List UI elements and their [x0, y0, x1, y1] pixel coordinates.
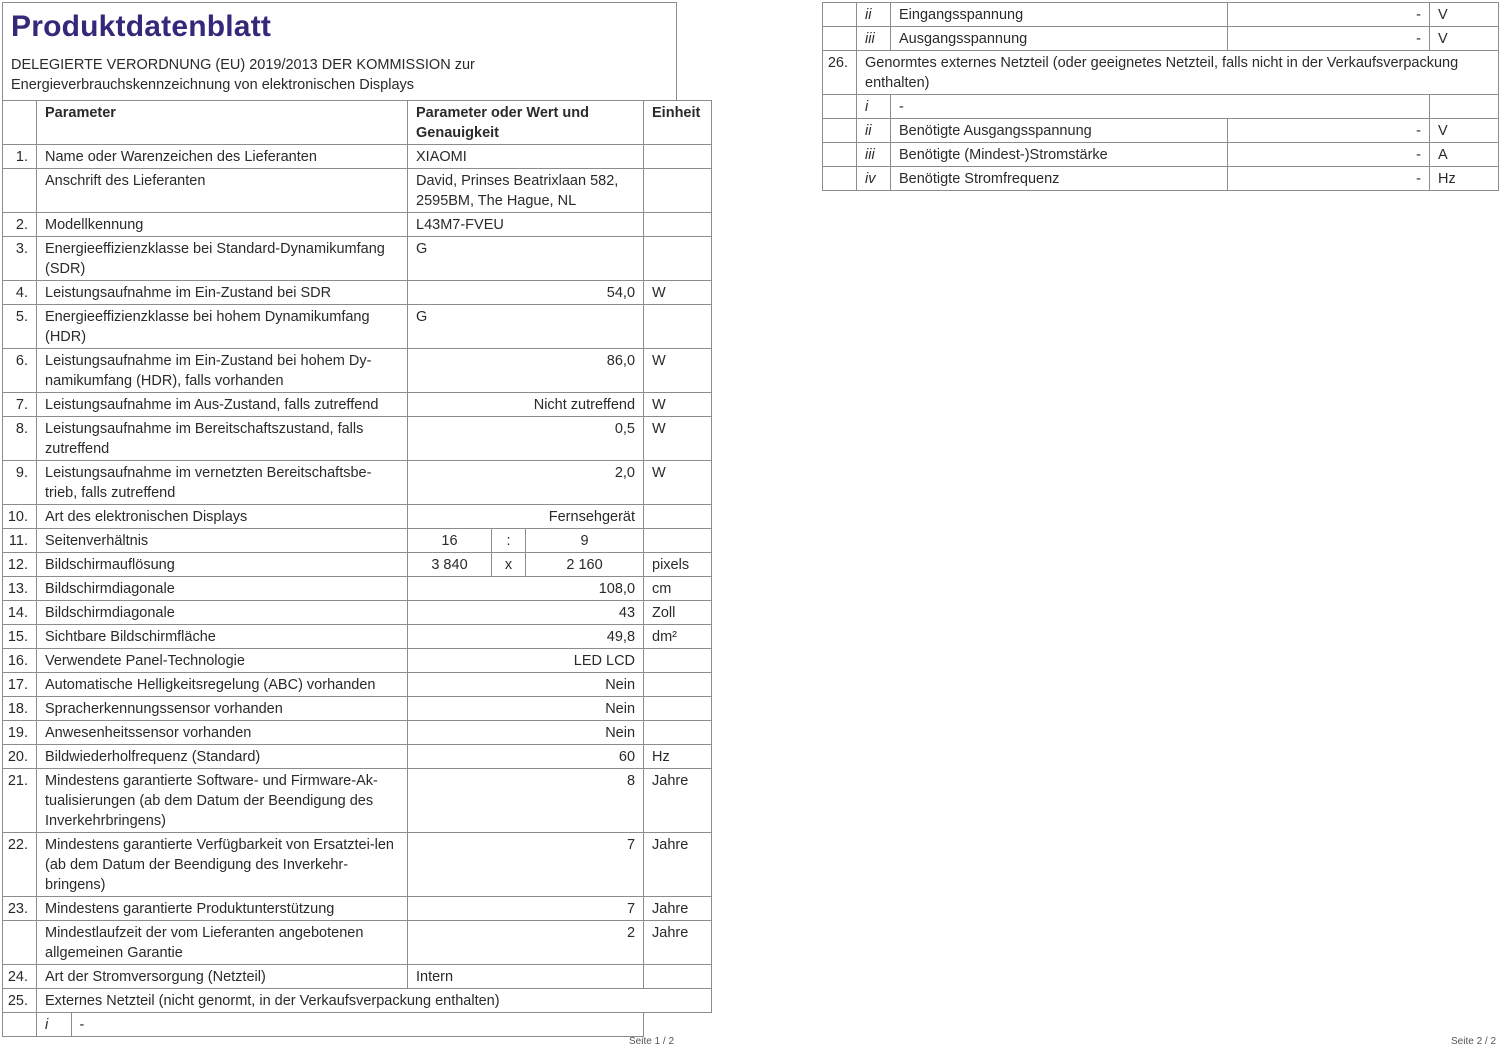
row-parameter: Spracherkennungssensor vorhanden: [37, 697, 408, 721]
row-parameter: Eingangsspannung: [891, 3, 1228, 27]
sub-label: ii: [857, 119, 891, 143]
row-parameter: Mindestlaufzeit der vom Lieferanten angebotenen allgemeinen Garantie: [37, 921, 408, 965]
row-parameter: Bildschirmdiagonale: [37, 601, 408, 625]
table-row: [3, 461, 712, 505]
row-value: Nein: [408, 721, 644, 745]
row-value: 49,8: [408, 625, 644, 649]
document-header: [2, 2, 677, 100]
row-value: 2: [408, 921, 644, 965]
table-row: [3, 649, 712, 673]
table-row: [823, 51, 1499, 95]
row-parameter: Automatische Helligkeitsregelung (ABC) vorhanden: [37, 673, 408, 697]
table-row: [823, 3, 1499, 27]
table-row: [3, 833, 712, 897]
row-number: 4.: [3, 281, 37, 305]
row-unit: dm²: [644, 625, 712, 649]
table-row: [3, 213, 712, 237]
row-value: Nicht zutreffend: [408, 393, 644, 417]
table-row: [823, 167, 1499, 191]
row-parameter: Sichtbare Bildschirmfläche: [37, 625, 408, 649]
row-unit: W: [644, 461, 712, 505]
row-value: LED LCD: [408, 649, 644, 673]
page-footer-2: Seite 2 / 2: [1451, 1036, 1497, 1047]
row-value: 0,5: [408, 417, 644, 461]
table-row: [3, 965, 712, 989]
row-parameter: Mindestens garantierte Software- und Firmware-Ak-tualisierungen (ab dem Datum der Beendigung des Inverkehrbringens): [37, 769, 408, 833]
row-number: 17.: [3, 673, 37, 697]
row-unit: Jahre: [644, 921, 712, 965]
row-number-empty: [823, 3, 857, 27]
page-footer-1: Seite 1 / 2: [629, 1036, 675, 1047]
sub-label: i: [37, 1013, 71, 1036]
row-number: 23.: [3, 897, 37, 921]
row-value-separator: :: [492, 529, 526, 553]
document-subtitle: DELEGIERTE VERORDNUNG (EU) 2019/2013 DER KOMMISSION zur Energieverbrauchskennzeichnung von elektronischen Displays: [11, 57, 475, 93]
row-parameter: Benötigte Stromfrequenz: [891, 167, 1228, 191]
product-data-table: [2, 100, 712, 1037]
row-unit: W: [644, 393, 712, 417]
row-value: -: [1228, 167, 1430, 191]
row-parameter: Bildschirmdiagonale: [37, 577, 408, 601]
row-parameter: Leistungsaufnahme im Ein-Zustand bei hohem Dy-namikumfang (HDR), falls vorhanden: [37, 349, 408, 393]
row-unit: V: [1430, 119, 1499, 143]
row-number: 1.: [3, 145, 37, 169]
row-parameter: Name oder Warenzeichen des Lieferanten: [37, 145, 408, 169]
table-row: [3, 1013, 712, 1037]
row-value: 8: [408, 769, 644, 833]
row-number: 14.: [3, 601, 37, 625]
row-parameter: Anschrift des Lieferanten: [37, 169, 408, 213]
row-unit: [644, 965, 712, 989]
row-value: -: [1228, 3, 1430, 27]
row-number: 10.: [3, 505, 37, 529]
row-unit: V: [1430, 27, 1499, 51]
row-unit-empty: [1430, 95, 1499, 119]
table-row: [3, 281, 712, 305]
row-number: 19.: [3, 721, 37, 745]
row-unit: [644, 237, 712, 281]
row-unit: [644, 697, 712, 721]
row-number: 7.: [3, 393, 37, 417]
table-row: [3, 169, 712, 213]
row-parameter: Benötigte Ausgangsspannung: [891, 119, 1228, 143]
row-unit: cm: [644, 577, 712, 601]
row-parameter: Leistungsaufnahme im Ein-Zustand bei SDR: [37, 281, 408, 305]
table-row: [3, 625, 712, 649]
table-row: [3, 577, 712, 601]
row-value: 7: [408, 833, 644, 897]
table-row: [3, 393, 712, 417]
row-parameter: Mindestens garantierte Verfügbarkeit von Ersatztei-len (ab dem Datum der Beendigung des Inverkehr-bringens): [37, 833, 408, 897]
row-parameter: Externes Netzteil (nicht genormt, in der Verkaufsverpackung enthalten): [37, 989, 712, 1013]
row-number: 25.: [3, 989, 37, 1013]
row-number: 11.: [3, 529, 37, 553]
row-parameter: Bildwiederholfrequenz (Standard): [37, 745, 408, 769]
row-value: Intern: [408, 965, 644, 989]
table-row: [823, 143, 1499, 167]
header-parameter: Parameter: [37, 101, 408, 145]
table-row: [3, 553, 712, 577]
table-row: [823, 27, 1499, 51]
table-row: [3, 697, 712, 721]
table-row: [3, 505, 712, 529]
row-parameter: Leistungsaufnahme im Aus-Zustand, falls zutreffend: [37, 393, 408, 417]
row-unit: Jahre: [644, 769, 712, 833]
row-number-empty: [823, 95, 857, 119]
row-value-b: 2 160: [526, 553, 644, 577]
row-number: 22.: [3, 833, 37, 897]
row-number: 2.: [3, 213, 37, 237]
row-value-b: 9: [526, 529, 644, 553]
row-number: 5.: [3, 305, 37, 349]
table-row: [3, 921, 712, 965]
row-unit: Jahre: [644, 833, 712, 897]
table-row: [3, 745, 712, 769]
row-number: 13.: [3, 577, 37, 601]
row-number: 24.: [3, 965, 37, 989]
row-unit-empty: [644, 1013, 712, 1037]
row-unit: Hz: [644, 745, 712, 769]
row-parameter: Verwendete Panel-Technologie: [37, 649, 408, 673]
row-value: 2,0: [408, 461, 644, 505]
table-row: [3, 989, 712, 1013]
sub-label: iv: [857, 167, 891, 191]
row-unit: Jahre: [644, 897, 712, 921]
row-value: -: [1228, 143, 1430, 167]
row-parameter: Bildschirmauflösung: [37, 553, 408, 577]
row-value: -: [891, 95, 1430, 119]
row-number: 26.: [823, 51, 857, 95]
row-number: 21.: [3, 769, 37, 833]
header-number-cell: [3, 101, 37, 145]
row-value: David, Prinses Beatrixlaan 582, 2595BM, The Hague, NL: [408, 169, 644, 213]
table-row: [3, 349, 712, 393]
row-number: 16.: [3, 649, 37, 673]
row-value: XIAOMI: [408, 145, 644, 169]
row-value: G: [408, 305, 644, 349]
row-parameter: Seitenverhältnis: [37, 529, 408, 553]
header-value: Parameter oder Wert und Genauigkeit: [408, 101, 644, 145]
row-number-empty: [823, 167, 857, 191]
row-number: [3, 169, 37, 213]
row-value-a: 16: [408, 529, 492, 553]
row-value: 7: [408, 897, 644, 921]
row-value: 60: [408, 745, 644, 769]
row-unit: [644, 721, 712, 745]
row-unit: [644, 213, 712, 237]
power-supply-table-body: [823, 3, 1499, 191]
row-parameter: Energieeffizienzklasse bei hohem Dynamikumfang (HDR): [37, 305, 408, 349]
row-value: 86,0: [408, 349, 644, 393]
row-value: G: [408, 237, 644, 281]
header-unit: Einheit: [644, 101, 712, 145]
row-25-sub-cell: [37, 1013, 644, 1037]
row-unit: [644, 505, 712, 529]
sub-label: i: [857, 95, 891, 119]
row-number: 6.: [3, 349, 37, 393]
row-unit: W: [644, 281, 712, 305]
row-parameter: Benötigte (Mindest-)Stromstärke: [891, 143, 1228, 167]
row-number: 12.: [3, 553, 37, 577]
row-unit: [644, 145, 712, 169]
row-unit: W: [644, 417, 712, 461]
row-value: 108,0: [408, 577, 644, 601]
sub-value: -: [79, 1017, 85, 1033]
row-parameter: Art der Stromversorgung (Netzteil): [37, 965, 408, 989]
row-value-separator: x: [492, 553, 526, 577]
row-parameter: Ausgangsspannung: [891, 27, 1228, 51]
row-parameter: Leistungsaufnahme im Bereitschaftszustand, falls zutreffend: [37, 417, 408, 461]
row-parameter: Genormtes externes Netzteil (oder geeignetes Netzteil, falls nicht in der Verkaufsverpackung enthalten): [857, 51, 1499, 95]
row-number-empty: [823, 143, 857, 167]
table-row: [3, 237, 712, 281]
sub-label: iii: [857, 27, 891, 51]
row-value: 54,0: [408, 281, 644, 305]
row-parameter: Art des elektronischen Displays: [37, 505, 408, 529]
table-row: [3, 529, 712, 553]
row-unit: A: [1430, 143, 1499, 167]
row-value: Nein: [408, 697, 644, 721]
row-value: L43M7-FVEU: [408, 213, 644, 237]
row-unit: Hz: [1430, 167, 1499, 191]
power-supply-table: [822, 2, 1499, 191]
row-unit: [644, 649, 712, 673]
row-number: 9.: [3, 461, 37, 505]
row-unit: [644, 305, 712, 349]
table-row: [3, 601, 712, 625]
row-parameter: Mindestens garantierte Produktunterstützung: [37, 897, 408, 921]
sub-label: ii: [857, 3, 891, 27]
row-value-a: 3 840: [408, 553, 492, 577]
row-number-empty: [823, 119, 857, 143]
table-row: [3, 721, 712, 745]
table-row: [3, 673, 712, 697]
row-unit: [644, 169, 712, 213]
row-parameter: Anwesenheitssensor vorhanden: [37, 721, 408, 745]
row-unit: pixels: [644, 553, 712, 577]
table-row: [3, 769, 712, 833]
row-value: Fernsehgerät: [408, 505, 644, 529]
row-number: 3.: [3, 237, 37, 281]
row-number: [3, 921, 37, 965]
row-number: 8.: [3, 417, 37, 461]
product-data-table-body: [3, 101, 712, 1037]
row-number: 18.: [3, 697, 37, 721]
row-unit: [644, 529, 712, 553]
row-parameter: Modellkennung: [37, 213, 408, 237]
sub-label: iii: [857, 143, 891, 167]
row-value: 43: [408, 601, 644, 625]
row-unit: V: [1430, 3, 1499, 27]
table-row: [823, 95, 1499, 119]
page-one: [2, 2, 701, 1037]
row-parameter: Energieeffizienzklasse bei Standard-Dynamikumfang (SDR): [37, 237, 408, 281]
page-two: [822, 2, 1498, 191]
row-value: -: [1228, 27, 1430, 51]
row-25-sub-table: [37, 1013, 643, 1036]
table-row: [3, 897, 712, 921]
table-row: [3, 145, 712, 169]
row-value: Nein: [408, 673, 644, 697]
table-row: [3, 417, 712, 461]
row-unit: [644, 673, 712, 697]
row-parameter: Leistungsaufnahme im vernetzten Bereitschaftsbe-trieb, falls zutreffend: [37, 461, 408, 505]
table-header-row: [3, 101, 712, 145]
row-number: 15.: [3, 625, 37, 649]
table-row: [823, 119, 1499, 143]
table-row: [37, 1013, 643, 1036]
table-row: [3, 305, 712, 349]
row-unit: W: [644, 349, 712, 393]
row-number-empty: [3, 1013, 37, 1037]
row-unit: Zoll: [644, 601, 712, 625]
row-number-empty: [823, 27, 857, 51]
row-number: 20.: [3, 745, 37, 769]
row-value: -: [1228, 119, 1430, 143]
document-title: Produktdatenblatt: [11, 10, 272, 43]
